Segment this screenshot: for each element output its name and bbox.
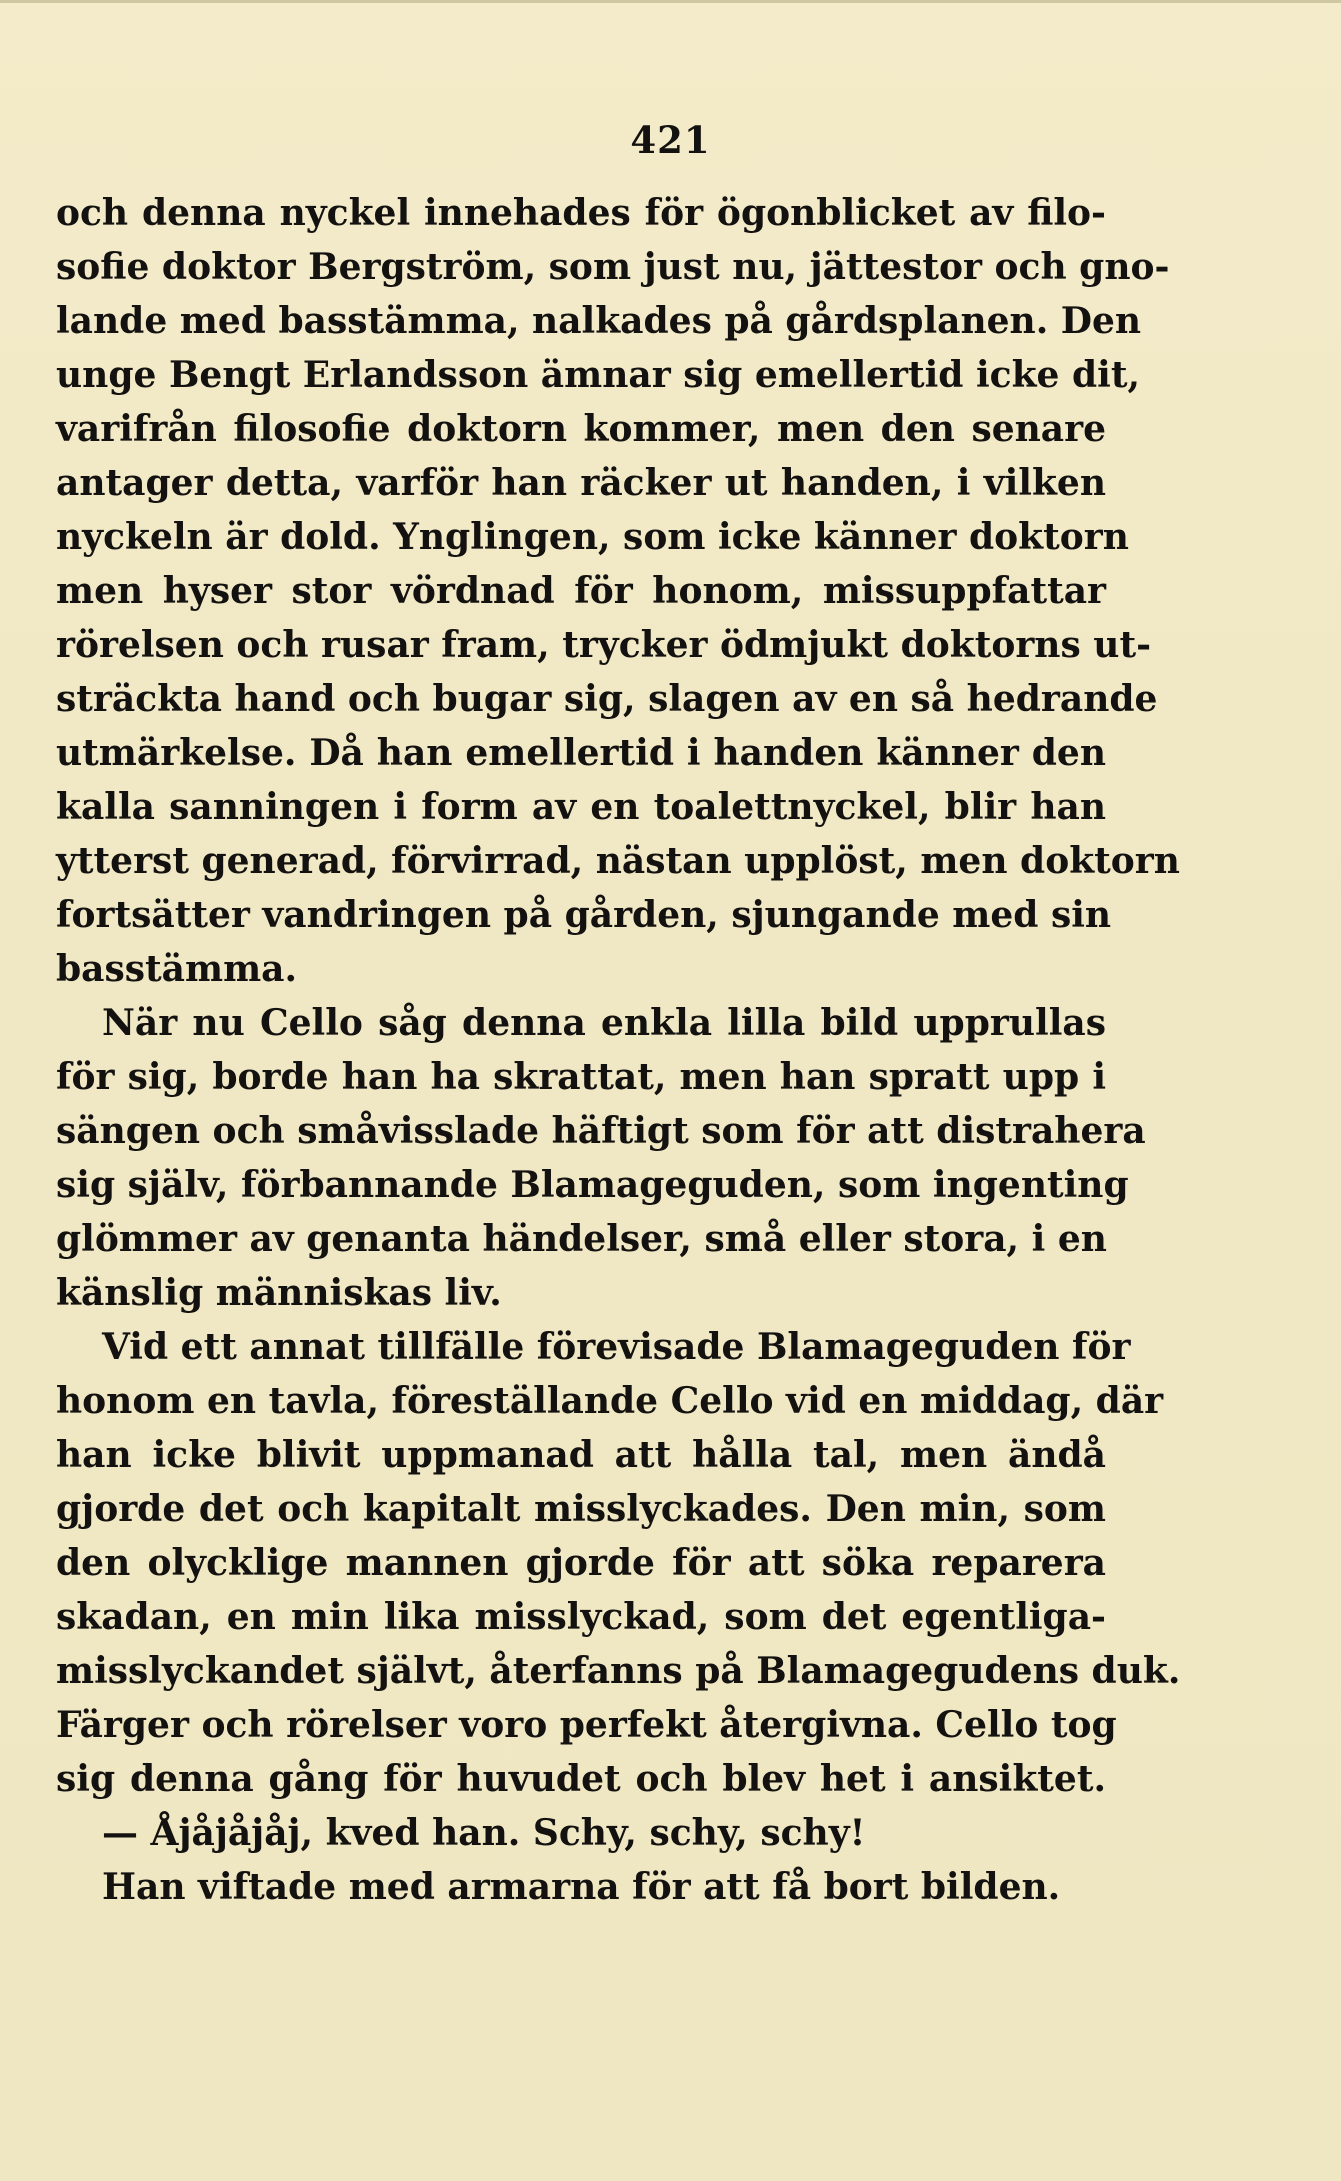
text-line: fortsätter vandringen på gården, sjungande med sin bbox=[56, 894, 1112, 936]
page-number: 421 bbox=[630, 118, 711, 162]
text-line: utmärkelse. Då han emellertid i handen känner den bbox=[56, 732, 1106, 774]
text-line: sig denna gång för huvudet och blev het i ansiktet. bbox=[56, 1758, 1106, 1800]
text-line: känslig människas liv. bbox=[56, 1272, 502, 1314]
text-line: unge Bengt Erlandsson ämnar sig emellertid icke dit, bbox=[56, 354, 1140, 396]
page-top-edge bbox=[0, 0, 1341, 3]
text-line: sängen och småvisslade häftigt som för att distrahera bbox=[56, 1110, 1146, 1152]
text-line: han icke blivit uppmanad att hålla tal, men ändå bbox=[56, 1434, 1106, 1476]
text-line: sofie doktor Bergström, som just nu, jättestor och gno- bbox=[56, 246, 1170, 288]
text-line: Vid ett annat tillfälle förevisade Blamageguden för bbox=[102, 1326, 1131, 1368]
text-line: och denna nyckel innehades för ögonblicket av filo- bbox=[56, 192, 1106, 234]
text-line: ytterst generad, förvirrad, nästan upplöst, men doktorn bbox=[56, 840, 1180, 882]
text-line: antager detta, varför han räcker ut handen, i vilken bbox=[56, 462, 1106, 504]
text-line: sträckta hand och bugar sig, slagen av en så hedrande bbox=[56, 678, 1158, 720]
text-line: Han viftade med armarna för att få bort bilden. bbox=[102, 1866, 1061, 1908]
text-line: misslyckandet självt, återfanns på Blamagegudens duk. bbox=[56, 1650, 1181, 1692]
text-line: — Åjåjåjåj, kved han. Schy, schy, schy! bbox=[102, 1812, 866, 1854]
text-line: nyckeln är dold. Ynglingen, som icke känner doktorn bbox=[56, 516, 1129, 558]
text-line: för sig, borde han ha skrattat, men han spratt upp i bbox=[56, 1056, 1106, 1098]
text-line: kalla sanningen i form av en toalettnyckel, blir han bbox=[56, 786, 1106, 828]
text-line: varifrån filosofie doktorn kommer, men den senare bbox=[56, 408, 1106, 450]
text-line: sig själv, förbannande Blamageguden, som ingenting bbox=[56, 1164, 1129, 1206]
text-line: När nu Cello såg denna enkla lilla bild upprullas bbox=[102, 1002, 1106, 1044]
text-line: den olycklige mannen gjorde för att söka reparera bbox=[56, 1542, 1106, 1584]
text-line: skadan, en min lika misslyckad, som det egentliga- bbox=[56, 1596, 1106, 1638]
text-line: glömmer av genanta händelser, små eller stora, i en bbox=[56, 1218, 1107, 1260]
text-line: gjorde det och kapitalt misslyckades. Den min, som bbox=[56, 1488, 1106, 1530]
body-text bbox=[56, 186, 1181, 1914]
text-line: honom en tavla, föreställande Cello vid en middag, där bbox=[56, 1380, 1164, 1422]
text-line: rörelsen och rusar fram, trycker ödmjukt doktorns ut- bbox=[56, 624, 1152, 666]
text-line: men hyser stor vördnad för honom, missuppfattar bbox=[56, 570, 1106, 612]
text-line: lande med basstämma, nalkades på gårdsplanen. Den bbox=[56, 300, 1142, 342]
text-line: Färger och rörelser voro perfekt återgivna. Cello tog bbox=[56, 1704, 1117, 1746]
text-line: basstämma. bbox=[56, 948, 298, 990]
